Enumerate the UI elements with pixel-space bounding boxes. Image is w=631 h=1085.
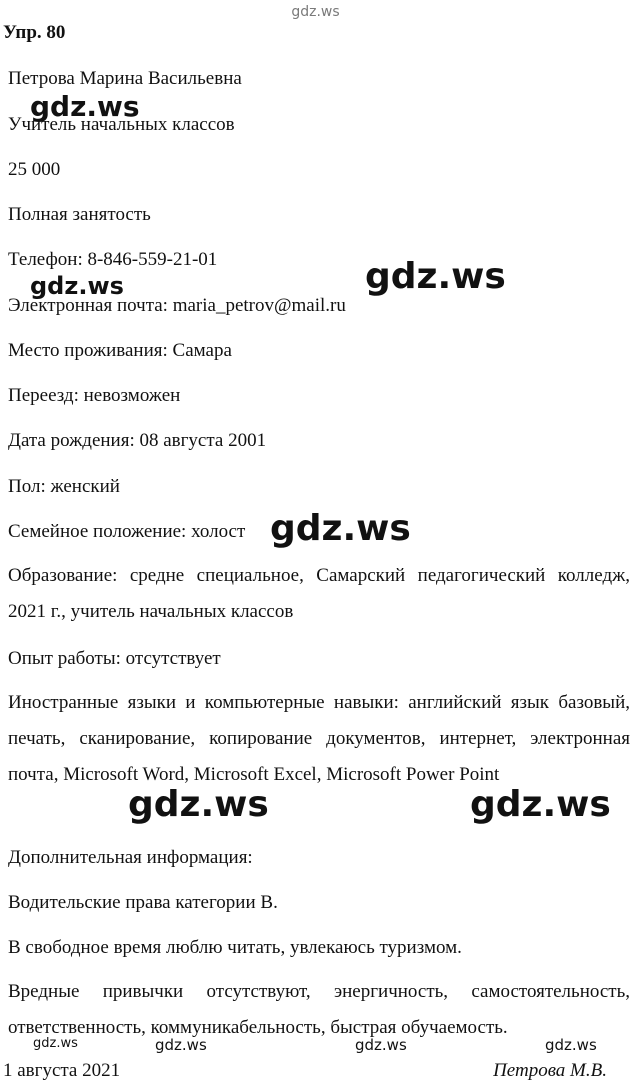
education: Образование: средне специальное, Самарский педагогический колледж, 2021 г., учитель начальных классов xyxy=(8,565,630,622)
email: Электронная почта: maria_petrov@mail.ru xyxy=(8,295,346,316)
signature-date: 1 августа 2021 xyxy=(3,1060,121,1081)
full-name: Петрова Марина Васильевна xyxy=(8,68,242,89)
watermark-top: gdz.ws xyxy=(291,4,340,20)
watermark: gdz.ws xyxy=(355,1036,407,1054)
employment-type: Полная занятость xyxy=(8,204,151,225)
watermark: gdz.ws xyxy=(33,1036,78,1051)
marital-status: Семейное положение: холост xyxy=(8,521,246,542)
relocation: Переезд: невозможен xyxy=(8,385,181,406)
exercise-title: Упр. 80 xyxy=(3,22,66,43)
watermark: gdz.ws xyxy=(365,256,506,297)
watermark: gdz.ws xyxy=(128,784,269,825)
signature-name: Петрова М.В. xyxy=(493,1060,607,1081)
watermark: gdz.ws xyxy=(30,272,124,300)
watermark: gdz.ws xyxy=(30,90,140,123)
drivers-license: Водительские права категории В. xyxy=(8,892,278,913)
additional-label: Дополнительная информация: xyxy=(8,847,253,868)
watermark: gdz.ws xyxy=(155,1036,207,1054)
watermark: gdz.ws xyxy=(545,1036,597,1054)
salary: 25 000 xyxy=(8,159,61,180)
position: Учитель начальных классов xyxy=(8,114,235,135)
skills: Иностранные языки и компьютерные навыки: английский язык базовый, печать, сканирование, копирование документов, интернет, электронная почта, Microsoft Word, Microsoft Excel, Microsoft Power Point xyxy=(8,692,630,785)
birth-date: Дата рождения: 08 августа 2001 xyxy=(8,430,267,451)
phone: Телефон: 8-846-559-21-01 xyxy=(8,249,218,270)
personal-qualities: Вредные привычки отсутствуют, энергичность, самостоятельность, ответственность, коммуникабельность, быстрая обучаемость. xyxy=(8,981,630,1038)
gender: Пол: женский xyxy=(8,476,120,497)
hobbies: В свободное время люблю читать, увлекаюсь туризмом. xyxy=(8,937,462,958)
watermark: gdz.ws xyxy=(270,508,411,549)
residence: Место проживания: Самара xyxy=(8,340,232,361)
experience: Опыт работы: отсутствует xyxy=(8,648,221,669)
watermark: gdz.ws xyxy=(470,784,611,825)
